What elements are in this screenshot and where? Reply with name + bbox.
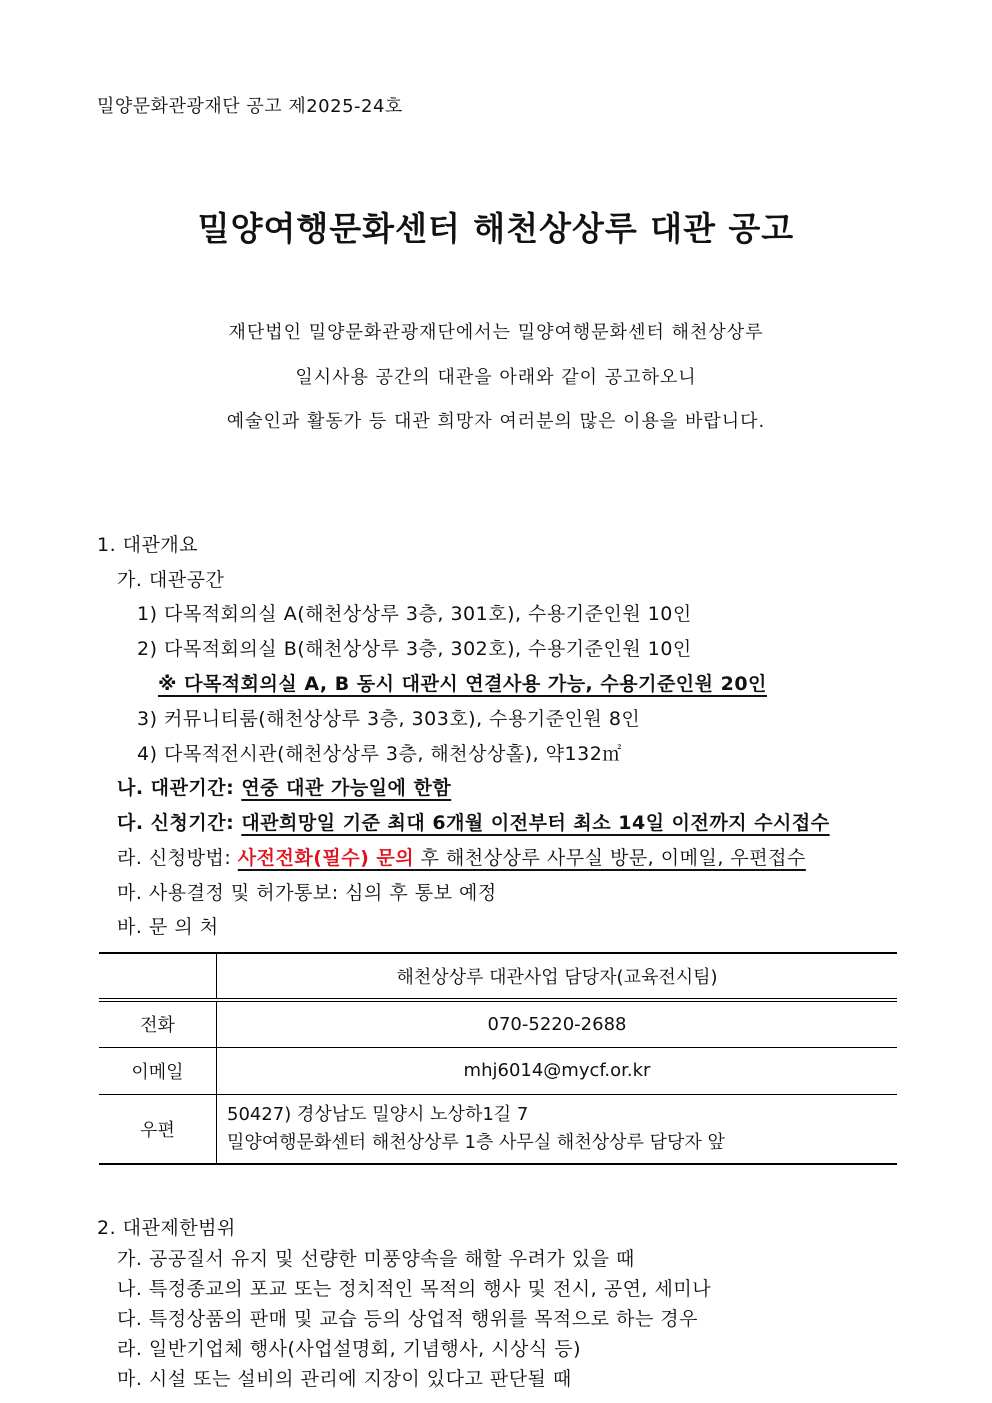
item-ra-method [117,843,806,870]
contact-table-header: 해천상상루 대관사업 담당자(교육전시팀) [217,953,898,1000]
contact-table-header-row [99,953,897,1000]
email-label: 이메일 [99,1047,217,1094]
restriction-item-5: 마. 시설 또는 설비의 관리에 지장이 있다고 판단될 때 [117,1368,572,1390]
page-title: 밀양여행문화센터 해천상상루 대관 공고 [197,209,795,248]
restriction-item-2: 나. 특정종교의 포교 또는 정치적인 목적의 행사 및 전시, 공연, 세미나 [117,1278,712,1300]
contact-table [99,952,897,1165]
notice-number: 밀양문화관광재단 공고 제2025-24호 [97,96,403,117]
contact-table-corner [99,953,217,1000]
combined-use-note: ※ 다목적회의실 A, B 동시 대관시 연결사용 가능, 수용기준인원 20인 [158,673,767,695]
phone-label: 전화 [99,1000,217,1047]
item-ga-space: 가. 대관공간 [117,569,225,591]
section-2-heading: 2. 대관제한범위 [97,1217,236,1239]
item-ma-decision: 마. 사용결정 및 허가통보: 심의 후 통보 예정 [117,882,497,904]
intro-line-3: 예술인과 활동가 등 대관 희망자 여러분의 많은 이용을 바랍니다. [226,411,766,432]
space-item-4: 4) 다목적전시관(해천상상루 3층, 해천상상홀), 약132㎡ [137,743,622,765]
method-phone-required: 사전전화(필수) 문의 [237,847,415,869]
application-period-value: 대관희망일 기준 최대 6개월 이전부터 최소 14일 이전까지 수시접수 [241,812,830,834]
table-row [99,1094,897,1164]
restriction-item-3: 다. 특정상품의 판매 및 교습 등의 상업적 행위를 목적으로 하는 경우 [117,1308,698,1330]
post-address-line-2: 밀양여행문화센터 해천상상루 1층 사무실 해천상상루 담당자 앞 [227,1131,725,1153]
table-row [99,1047,897,1094]
period-label: 나. 대관기간: [117,777,242,799]
post-address-line-1: 50427) 경상남도 밀양시 노상하1길 7 [227,1103,529,1125]
restriction-item-4: 라. 일반기업체 행사(사업설명회, 기념행사, 시상식 등) [117,1338,582,1360]
intro-line-2: 일시사용 공간의 대관을 아래와 같이 공고하오니 [295,367,697,388]
space-item-2: 2) 다목적회의실 B(해천상상루 3층, 302호), 수용기준인원 10인 [137,638,692,660]
table-row [99,1000,897,1047]
section-1-heading: 1. 대관개요 [97,534,199,556]
post-label: 우편 [99,1094,217,1164]
method-rest: 후 해천상상루 사무실 방문, 이메일, 우편접수 [414,847,806,869]
phone-value: 070-5220-2688 [217,1000,898,1047]
restriction-item-1: 가. 공공질서 유지 및 선량한 미풍양속을 해할 우려가 있을 때 [117,1248,635,1270]
email-value: mhj6014@mycf.or.kr [217,1047,898,1094]
application-period-label: 다. 신청기간: [117,812,242,834]
item-na-period [117,773,451,800]
intro-line-1: 재단법인 밀양문화관광재단에서는 밀양여행문화센터 해천상상루 [228,322,764,343]
space-item-1: 1) 다목적회의실 A(해천상상루 3층, 301호), 수용기준인원 10인 [137,603,692,625]
method-label: 라. 신청방법: [117,847,238,869]
period-value: 연중 대관 가능일에 한함 [241,777,452,799]
item-da-application-period [117,808,830,835]
space-item-3: 3) 커뮤니티룸(해천상상루 3층, 303호), 수용기준인원 8인 [137,708,641,730]
post-value [217,1094,898,1164]
item-ba-contact: 바. 문 의 처 [117,916,219,938]
method-value [238,847,806,869]
